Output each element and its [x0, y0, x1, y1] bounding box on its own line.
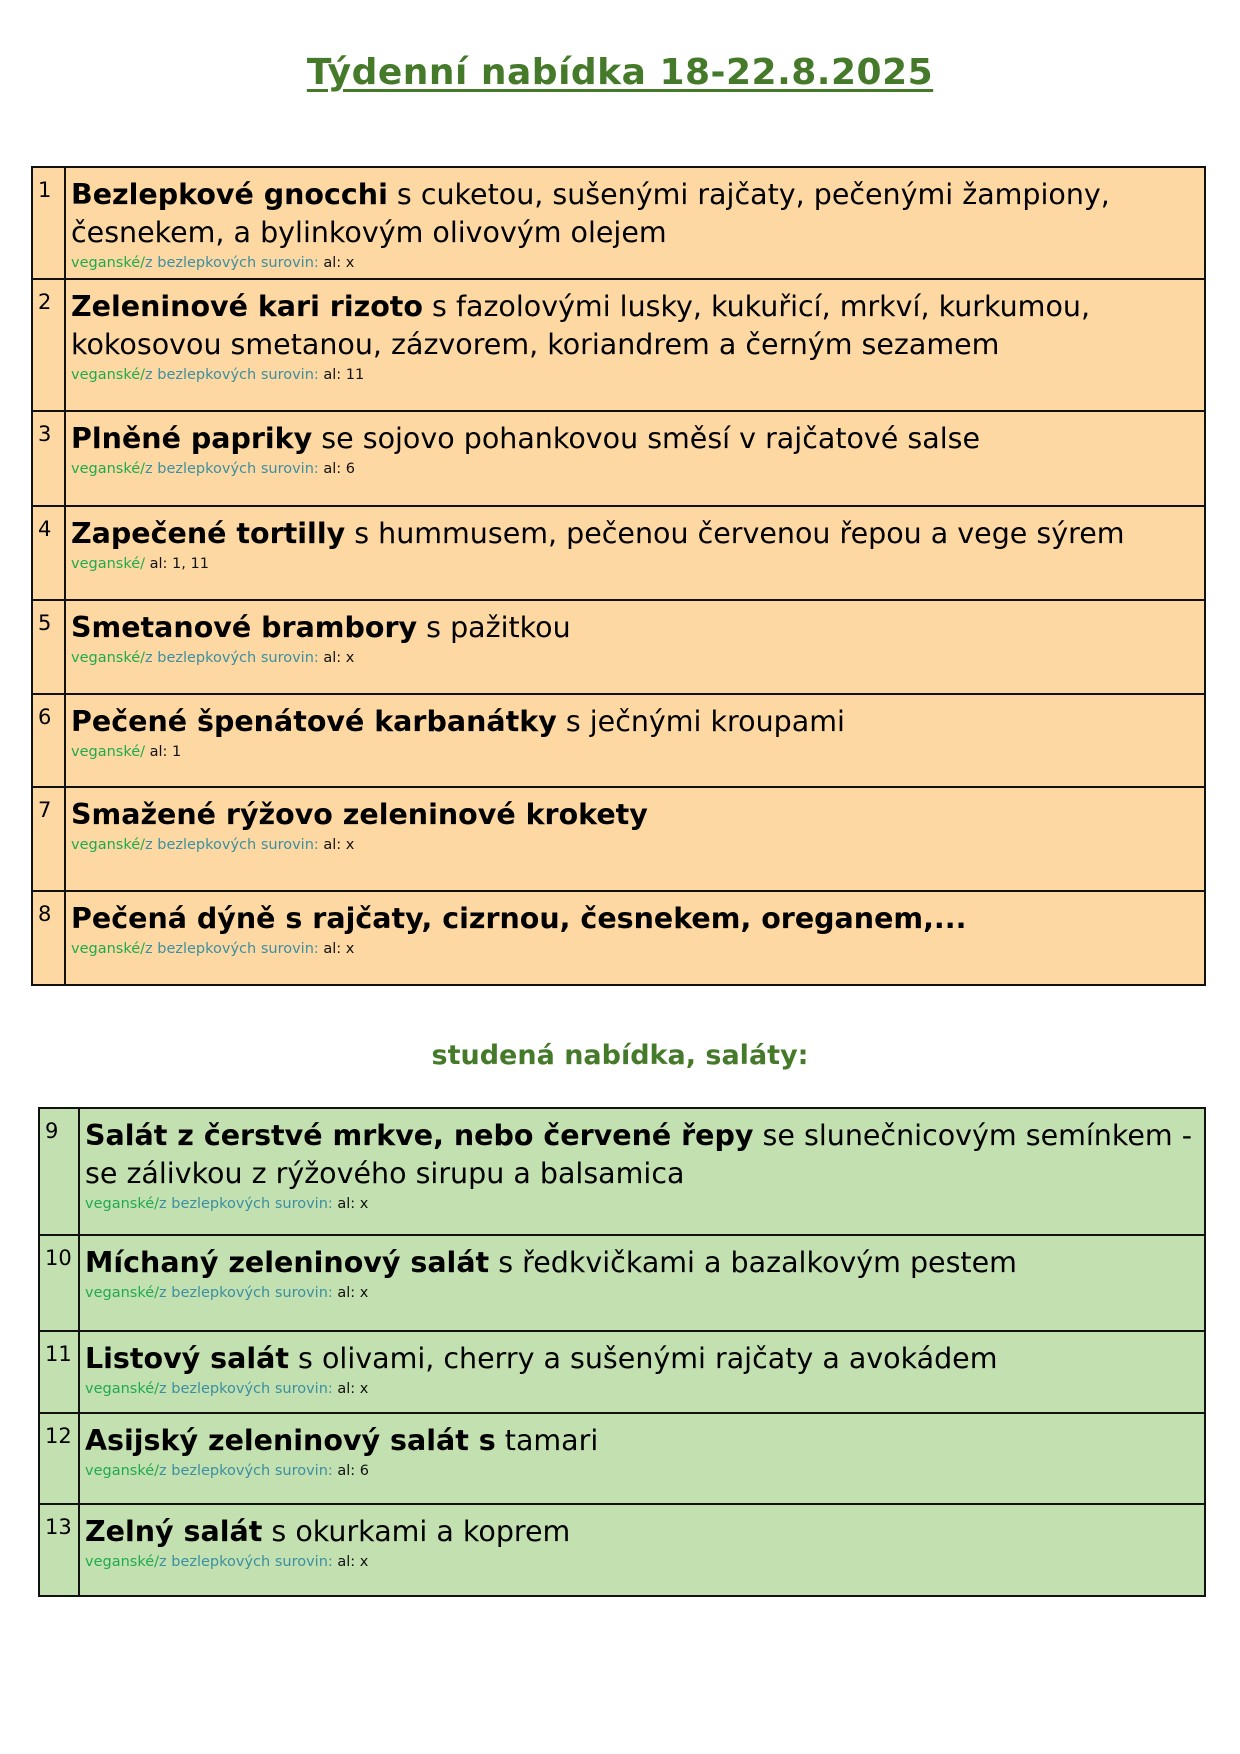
item-description [79, 1504, 1205, 1596]
dish-name: Smetanové brambory [71, 611, 418, 644]
menu-row [39, 1413, 1205, 1504]
item-description [65, 279, 1205, 411]
item-number: 2 [32, 279, 65, 411]
item-description [65, 411, 1205, 506]
allergens-label: al: 6 [318, 461, 356, 477]
item-description [65, 506, 1205, 600]
allergens-label: al: x [332, 1554, 369, 1570]
vegan-label: veganské/ [71, 367, 146, 383]
dish-details: s ředkvičkami a bazalkovým pestem [489, 1246, 1017, 1279]
allergens-label: al: x [318, 255, 355, 271]
vegan-label: veganské/ [85, 1463, 160, 1479]
dish-name: Asijský zeleninový salát s [85, 1424, 496, 1457]
menu-row [32, 411, 1205, 506]
menu-row [39, 1331, 1205, 1413]
gluten-free-label: z bezlepkových surovin: [145, 255, 319, 271]
dish-name: Míchaný zeleninový salát [85, 1246, 490, 1279]
dish-text [85, 1340, 1194, 1378]
item-description [65, 694, 1205, 787]
menu-row [32, 600, 1205, 694]
menu-row [32, 787, 1205, 891]
item-number: 6 [32, 694, 65, 787]
allergens-label: al: 1 [145, 744, 182, 760]
item-description [65, 891, 1205, 985]
dish-details: s fazolovými lusky, kukuřicí, mrkví, kurkumou, kokosovou smetanou, zázvorem, koriandrem a černým sezamem [71, 290, 1091, 361]
dish-details: se sojovo pohankovou směsí v rajčatové salse [312, 422, 981, 455]
item-description [65, 787, 1205, 891]
vegan-label: veganské/ [71, 556, 146, 572]
dish-text [71, 900, 1194, 938]
gluten-free-label: z bezlepkových surovin: [145, 461, 319, 477]
allergens-label: al: x [332, 1196, 369, 1212]
dish-text [85, 1244, 1194, 1282]
diet-note [85, 1552, 1194, 1572]
gluten-free-label: z bezlepkových surovin: [159, 1463, 333, 1479]
dish-text [71, 288, 1194, 364]
allergens-label: al: x [318, 837, 355, 853]
dish-details: s pažitkou [417, 611, 571, 644]
gluten-free-label: z bezlepkových surovin: [145, 941, 319, 957]
dish-details: s ječnými kroupami [556, 705, 845, 738]
dish-details: s okurkami a koprem [262, 1515, 571, 1548]
vegan-label: veganské/ [85, 1285, 160, 1301]
vegan-label: veganské/ [85, 1196, 160, 1212]
menu-row [39, 1108, 1205, 1235]
dish-name: Pečené špenátové karbanátky [71, 705, 557, 738]
dish-text [71, 796, 1194, 834]
item-number: 3 [32, 411, 65, 506]
item-number: 9 [39, 1108, 79, 1235]
diet-note [71, 835, 1194, 855]
gluten-free-label: z bezlepkových surovin: [145, 367, 319, 383]
dish-details: s hummusem, pečenou červenou řepou a vege sýrem [345, 517, 1125, 550]
item-number: 12 [39, 1413, 79, 1504]
diet-note [71, 648, 1194, 668]
vegan-label: veganské/ [71, 837, 146, 853]
dish-text [71, 703, 1194, 741]
dish-text [71, 420, 1194, 458]
item-number: 13 [39, 1504, 79, 1596]
diet-note [85, 1283, 1194, 1303]
item-number: 8 [32, 891, 65, 985]
dish-text [71, 176, 1194, 252]
diet-note [71, 459, 1194, 479]
dish-details: s cuketou, sušenými rajčaty, pečenými žampiony, česnekem, a bylinkovým olivovým olejem [71, 178, 1110, 249]
vegan-label: veganské/ [85, 1554, 160, 1570]
cold-menu-heading: studená nabídka, saláty: [431, 1040, 809, 1071]
allergens-label: al: 1, 11 [145, 556, 209, 572]
allergens-label: al: x [332, 1285, 369, 1301]
gluten-free-label: z bezlepkových surovin: [159, 1196, 333, 1212]
gluten-free-label: z bezlepkových surovin: [159, 1554, 333, 1570]
menu-row [32, 506, 1205, 600]
diet-note [85, 1461, 1194, 1481]
gluten-free-label: z bezlepkových surovin: [145, 650, 319, 666]
hot-menu-table [31, 166, 1206, 986]
dish-text [71, 515, 1194, 553]
dish-text [85, 1117, 1194, 1193]
item-description [79, 1235, 1205, 1331]
vegan-label: veganské/ [71, 744, 146, 760]
vegan-label: veganské/ [71, 941, 146, 957]
menu-row [32, 694, 1205, 787]
menu-row [32, 891, 1205, 985]
item-number: 7 [32, 787, 65, 891]
dish-name: Salát z čerstvé mrkve, nebo červené řepy [85, 1119, 754, 1152]
dish-text [71, 609, 1194, 647]
cold-menu-table [38, 1107, 1206, 1597]
item-number: 5 [32, 600, 65, 694]
gluten-free-label: z bezlepkových surovin: [159, 1381, 333, 1397]
diet-note [71, 253, 1194, 273]
gluten-free-label: z bezlepkových surovin: [159, 1285, 333, 1301]
diet-note [85, 1379, 1194, 1399]
diet-note [71, 365, 1194, 385]
item-description [79, 1413, 1205, 1504]
vegan-label: veganské/ [71, 461, 146, 477]
diet-note [71, 939, 1194, 959]
item-description [79, 1108, 1205, 1235]
allergens-label: al: x [318, 941, 355, 957]
item-description [79, 1331, 1205, 1413]
vegan-label: veganské/ [71, 650, 146, 666]
diet-note [85, 1194, 1194, 1214]
allergens-label: al: 11 [318, 367, 365, 383]
vegan-label: veganské/ [85, 1381, 160, 1397]
item-description [65, 600, 1205, 694]
dish-details: tamari [495, 1424, 599, 1457]
item-description [65, 167, 1205, 279]
dish-name: Bezlepkové gnocchi [71, 178, 388, 211]
dish-name: Listový salát [85, 1342, 289, 1375]
item-number: 11 [39, 1331, 79, 1413]
dish-details: se slunečnicovým semínkem - se zálivkou z rýžového sirupu a balsamica [85, 1119, 1192, 1190]
menu-row [32, 167, 1205, 279]
allergens-label: al: x [318, 650, 355, 666]
menu-row [39, 1235, 1205, 1331]
dish-name: Pečená dýně s rajčaty, cizrnou, česnekem, oreganem,... [71, 902, 967, 935]
menu-row [39, 1504, 1205, 1596]
diet-note [71, 742, 1194, 762]
vegan-label: veganské/ [71, 255, 146, 271]
dish-name: Zelný salát [85, 1515, 263, 1548]
diet-note [71, 554, 1194, 574]
dish-name: Smažené rýžovo zeleninové krokety [71, 798, 648, 831]
allergens-label: al: 6 [332, 1463, 370, 1479]
gluten-free-label: z bezlepkových surovin: [145, 837, 319, 853]
item-number: 10 [39, 1235, 79, 1331]
item-number: 4 [32, 506, 65, 600]
dish-name: Plněné papriky [71, 422, 313, 455]
dish-name: Zapečené tortilly [71, 517, 346, 550]
allergens-label: al: x [332, 1381, 369, 1397]
dish-details: s olivami, cherry a sušenými rajčaty a avokádem [289, 1342, 998, 1375]
menu-row [32, 279, 1205, 411]
dish-name: Zeleninové kari rizoto [71, 290, 423, 323]
page-title: Týdenní nabídka 18-22.8.2025 [306, 52, 934, 93]
dish-text [85, 1513, 1194, 1551]
dish-text [85, 1422, 1194, 1460]
item-number: 1 [32, 167, 65, 279]
